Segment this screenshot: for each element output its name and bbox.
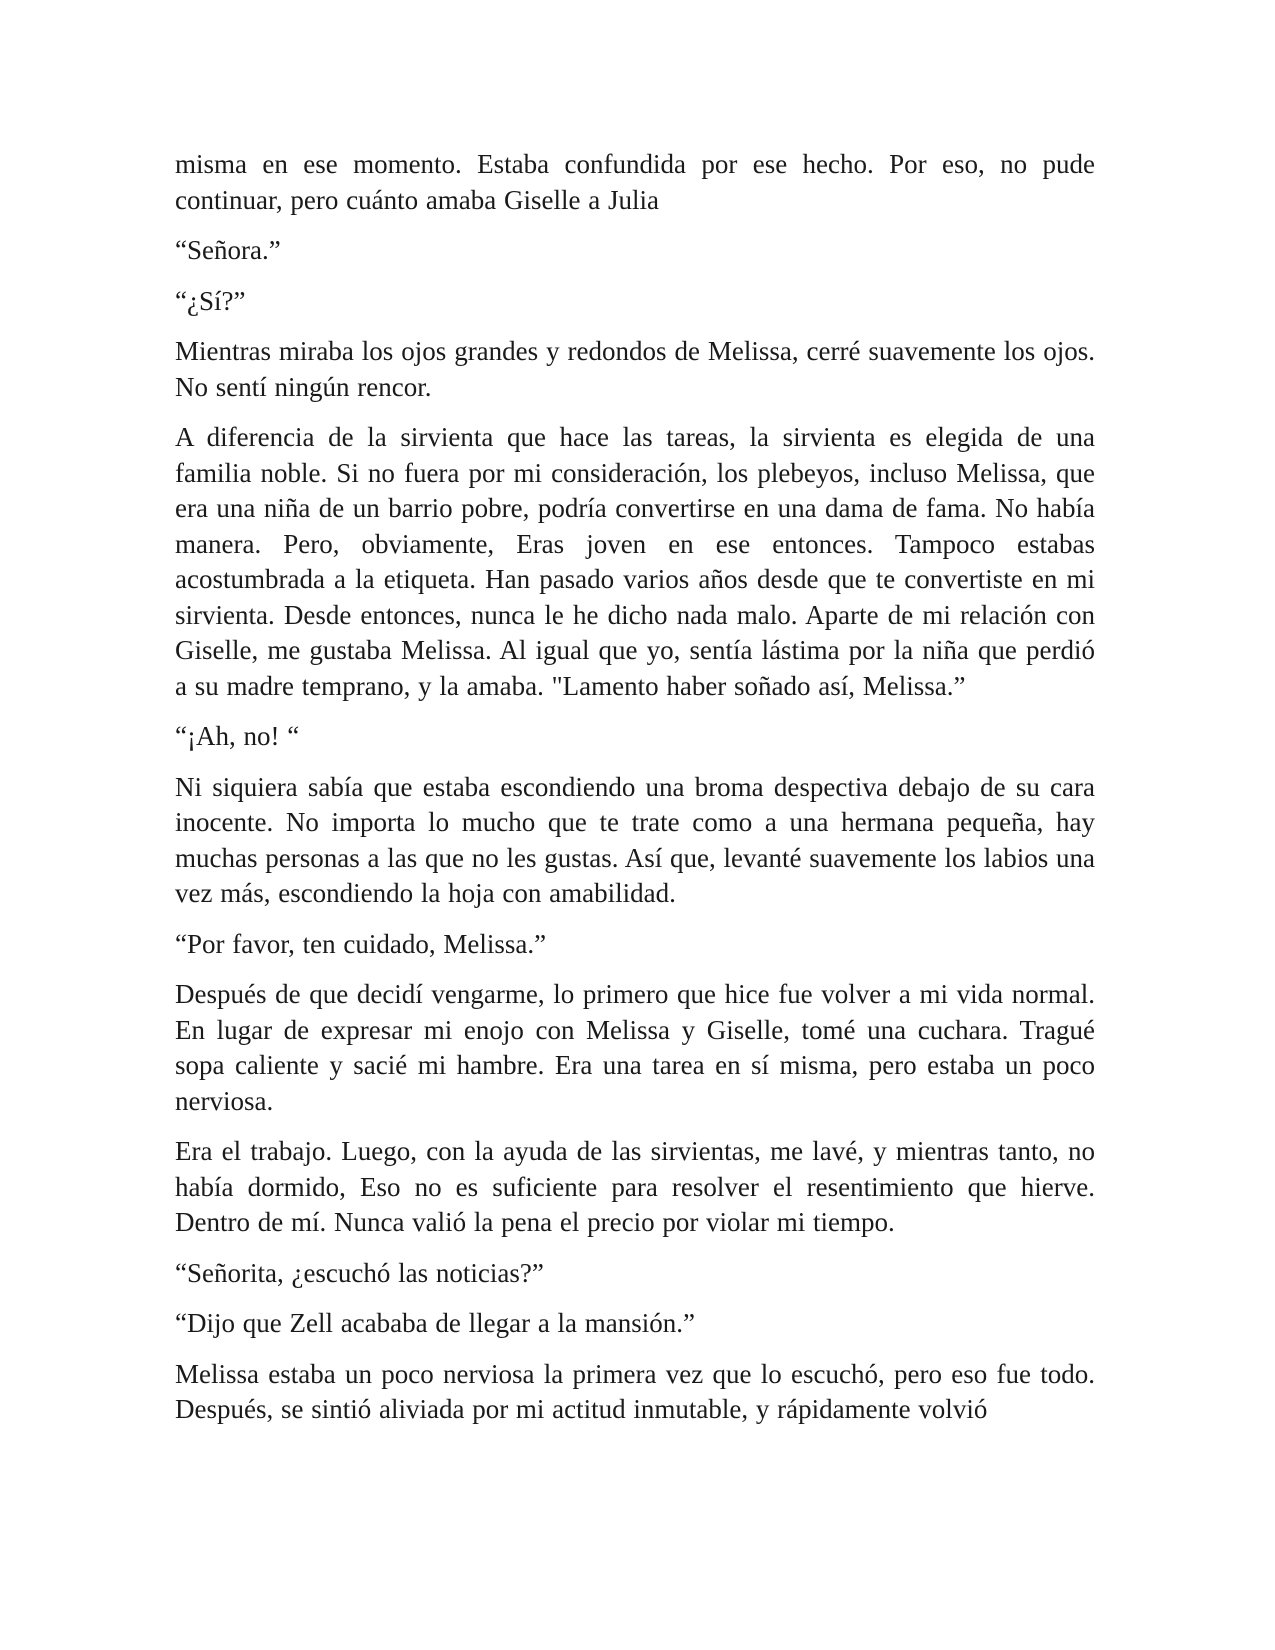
paragraph: Mientras miraba los ojos grandes y redondos de Melissa, cerré suavemente los ojos. No sentí ningún rencor. <box>175 336 1095 402</box>
body-text <box>175 147 1095 1443</box>
paragraph: Era el trabajo. Luego, con la ayuda de las sirvientas, me lavé, y mientras tanto, no había dormido, Eso no es suficiente para resolver el resentimiento que hierve. Dentro de mí. Nunca valió la pena el precio por violar mi tiempo. <box>175 1136 1095 1237</box>
dialogue-line: “¡Ah, no! “ <box>175 721 300 751</box>
dialogue-line: “Señora.” <box>175 235 281 265</box>
paragraph: Melissa estaba un poco nerviosa la primera vez que lo escuchó, pero eso fue todo. Después, se sintió aliviada por mi actitud inmutable, y rápidamente volvió <box>175 1358 1095 1424</box>
dialogue-line: “Señorita, ¿escuchó las noticias?” <box>175 1257 544 1288</box>
paragraph: Ni siquiera sabía que estaba escondiendo una broma despectiva debajo de su cara inocente. No importa lo mucho que te trate como a una hermana pequeña, hay muchas personas a las que no les gustas. Así que, levanté suavemente los labios una vez más, escondiendo la hoja con amabilidad. <box>175 771 1095 908</box>
dialogue-line: “Dijo que Zell acababa de llegar a la mansión.” <box>175 1308 696 1338</box>
paragraph: Después de que decidí vengarme, lo primero que hice fue volver a mi vida normal. En lugar de expresar mi enojo con Melissa y Giselle, tomé una cuchara. Tragué sopa caliente y sacié mi hambre. Era una tarea en sí misma, pero estaba un poco nerviosa. <box>175 979 1095 1116</box>
paragraph: misma en ese momento. Estaba confundida por ese hecho. Por eso, no pude continuar, pero cuánto amaba Giselle a Julia <box>175 149 1095 215</box>
paragraph: A diferencia de la sirvienta que hace las tareas, la sirvienta es elegida de una familia noble. Si no fuera por mi consideración, los plebeyos, incluso Melissa, que era una niña de un barrio pobre, podría convertirse en una dama de fama. No había manera. Pero, obviamente, Eras joven en ese entonces. Tampoco estabas acostumbrada a la etiqueta. Han pasado varios años desde que te convertiste en mi sirvienta. Desde entonces, nunca le he dicho nada malo. Aparte de mi relación con Giselle, me gustaba Melissa. Al igual que yo, sentía lástima por la niña que perdió a su madre temprano, y la amaba. "Lamento haber soñado así, Melissa.” <box>175 422 1095 701</box>
dialogue-line: “Por favor, ten cuidado, Melissa.” <box>175 928 547 959</box>
dialogue-line: “¿Sí?” <box>175 285 246 316</box>
